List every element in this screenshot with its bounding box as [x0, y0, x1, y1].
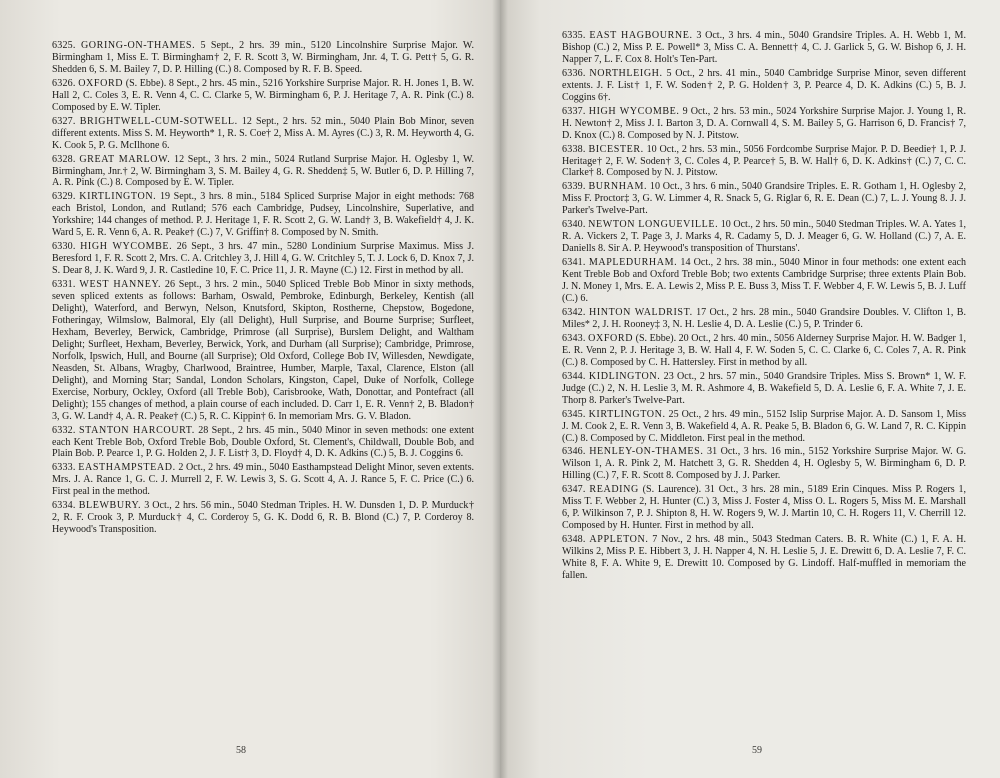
peal-place: NORTHLEIGH.: [589, 67, 663, 79]
peal-entry: [52, 40, 474, 76]
peal-entry: [52, 191, 474, 239]
entry-list: [52, 40, 474, 536]
peal-entry: [562, 534, 966, 582]
peal-entry: [562, 307, 966, 331]
peal-place: APPLETON.: [589, 534, 649, 546]
peal-place: READING: [589, 484, 639, 496]
peal-entry: [562, 484, 966, 532]
peal-details: 14 Oct., 2 hrs. 38 min., 5040 Minor in four methods: one extent each Kent Treble Bob and Oxford Treble Bob; two extents Cambridge Surprise; three extents Plain Bob. J. N. Money 1, Mrs. E. A. Lewis 2, Miss P. E. Buss 3, Miss T. F. Webber 4, F. W. Lewis 5, B. J. Luff (C.) 6.: [562, 257, 967, 305]
peal-details: 9 Oct., 2 hrs. 53 min., 5024 Yorkshire Surprise Major. J. Young 1, R. H. Newton† 2, Miss J. I. Barton 3, D. A. Cornwall 4, S. M. Bailey 5, G. Harrison 6, D. Francis† 7, D. Knox (C.) 8. Composed by N. J. Pitstow.: [562, 105, 966, 141]
peal-place: GORING-ON-THAMES.: [80, 40, 196, 51]
peal-number: 6333.: [52, 462, 76, 474]
peal-place: BICESTER.: [588, 143, 644, 155]
peal-details: 3 Oct., 2 hrs. 56 min., 5040 Stedman Triples. H. W. Dunsden 1, D. P. Murduck† 2, R. F. Crook 3, P. Murduck† 4, C. Corderoy 5, G. K. Dodd 6, R. B. Blond (C.) 7, P. Corderoy 8. Heywood's Transposition.: [52, 500, 475, 536]
peal-details: 7 Nov., 2 hrs. 48 min., 5043 Stedman Caters. B. R. White (C.) 1, F. A. H. Wilkins 2, Miss P. E. Hibbert 3, J. H. Napper 4, N. H. Leslie 5, J. E. Drewitt 6, D. A. Leslie 7, F. C. White 8, F. A. White 9, E. Drewitt 10. Composed by G. Lindoff. Half-muffled in memoriam the fallen.: [562, 534, 966, 581]
peal-entry: [562, 257, 966, 305]
peal-number: 6330.: [52, 241, 76, 253]
peal-place: NEWTON LONGUEVILLE.: [588, 219, 719, 231]
peal-place: HIGH WYCOMBE.: [588, 105, 680, 117]
peal-number: 6338.: [562, 143, 586, 155]
peal-number: 6332.: [52, 424, 76, 436]
peal-number: 6348.: [562, 534, 586, 546]
peal-number: 6344.: [562, 370, 586, 382]
peal-place: MAPLEDURHAM.: [588, 257, 678, 269]
peal-place: EASTHAMPSTEAD.: [78, 462, 176, 474]
peal-details: 10 Oct., 2 hrs. 53 min., 5056 Fordcombe Surprise Major. P. D. Beedie† 1, P. J. Heritage† 2, F. W. Soden† 3, C. Coles 4, P. Pearce† 5, B. W. Hall† 6, D. K. Adkins† (C.) 7, C. C. Clarke† 8. Composed by N. J. Pitstow.: [562, 143, 967, 179]
peal-place: STANTON HARCOURT.: [78, 424, 195, 436]
peal-number: 6341.: [562, 257, 586, 269]
peal-place: OXFORD: [588, 332, 634, 344]
peal-entry: [562, 30, 966, 66]
peal-place: HENLEY-ON-THAMES.: [589, 446, 704, 458]
peal-details: 2 Oct., 2 hrs. 49 min., 5040 Easthampstead Delight Minor, seven extents. Mrs. J. A. Rance 1, G. C. J. Murrell 2, F. W. Lewis 3, S. G. Scott 4, A. J. Rance 5, F. C. Price (C.) 6. First peal in the method.: [52, 462, 474, 498]
peal-entry: [562, 219, 966, 255]
peal-details: (S. Ebbe). 20 Oct., 2 hrs. 40 min., 5056 Alderney Surprise Major. H. W. Badger 1, E. R. Venn 2, P. J. Heritage 3, B. W. Hall 4, F. W. Soden 5, C. C. Clarke 6, C. Coles 7, A. R. Pink (C.) 8. Composed by C. H. Hattersley. First in method by all.: [562, 332, 966, 368]
peal-entry: [52, 154, 474, 190]
peal-number: 6347.: [562, 484, 586, 496]
peal-entry: [52, 462, 474, 498]
peal-details: 26 Sept., 3 hrs. 47 min., 5280 Londinium Surprise Maximus. Miss J. Beresford 1, F. R. Scott 2, Mrs. C. A. Critchley 3, J. Hill 4, G. W. Critchley 5, T. J. Lock 6, D. Knox 7, J. S. Dear 8, J. K. Ward 9, J. R. Castledine 10, F. C. Price 11, J. R. Mayne (C.) 12. First in method by all.: [52, 241, 474, 277]
peal-details: 19 Sept., 3 hrs. 8 min., 5184 Spliced Surprise Major in eight methods: 768 each Bristol, London, and Rutland; 576 each Cambridge, Pudsey, Lincolnshire, Superlative, and Yorkshire; 144 changes of method. P. J. Heritage 1, F. R. Scott 2, G. W. Land† 3, B. Wakefield† 4, J. K. Ward 5, E. R. Venn 6, A. R. Peake† (C.) 7, V. Griffin† 8. Composed by N. Smith.: [52, 191, 475, 239]
peal-details: 17 Oct., 2 hrs. 28 min., 5040 Grandsire Doubles. V. Clifton 1, B. Miles* 2, J. H. Rooney‡ 3, N. H. Leslie 4, D. A. Leslie (C.) 5, P. Trinder 6.: [562, 306, 966, 330]
peal-details: 28 Sept., 2 hrs. 45 min., 5040 Minor in seven methods: one extent each Kent Treble Bob, Oxford Treble Bob, Double Oxford, St. Clement's, Childwall, Double Bob, and Plain Bob. P. Pearce 1, P. G. Holden 2, J. F. List† 3, D. Floyd† 4, D. K. Adkins (C.) 5, B. J. Coggins 6.: [52, 424, 474, 460]
peal-entry: [52, 78, 474, 114]
peal-entry: [52, 241, 474, 277]
peal-entry: [52, 500, 474, 536]
peal-place: OXFORD: [78, 77, 124, 89]
right-page: [500, 0, 1000, 778]
peal-details: 10 Oct., 2 hrs. 50 min., 5040 Stedman Triples. W. A. Yates 1, R. A. Vickers 2, T. Page 3, J. Marks 4, R. Cadamy 5, D. J. Meager 6, G. W. Holland (C.) 7, A. E. Daniells 8. Sir A. P. Heywood's transposition of Thurstans'.: [562, 219, 966, 255]
peal-details: 10 Oct., 3 hrs. 6 min., 5040 Grandsire Triples. E. R. Gotham 1, H. Oglesby 2, Miss F. Proctor‡ 3, G. W. Limmer 4, R. Snack 5, G. Riglar 6, R. E. Dean (C.) 7, L. J. Young 8. J. J. Parker's Twelve-Part.: [562, 181, 967, 217]
peal-details: 31 Oct., 3 hrs. 16 min., 5152 Yorkshire Surprise Major. W. G. Wilson 1, A. R. Pink 2, M. Hatchett 3, G. R. Shedden 4, H. Oglesby 5, W. Birmingham 6, D. P. Hilling (C.) 7, F. R. Scott 8. Composed by J. J. Parker.: [562, 446, 966, 482]
peal-place: BRIGHTWELL-CUM-SOTWELL.: [79, 115, 238, 127]
peal-number: 6339.: [562, 181, 586, 193]
peal-number: 6345.: [562, 408, 586, 420]
peal-number: 6326.: [52, 77, 76, 89]
peal-entry: [562, 144, 966, 180]
peal-place: KIDLINGTON.: [588, 370, 661, 382]
peal-details: (S. Ebbe). 8 Sept., 2 hrs. 45 min., 5216 Yorkshire Surprise Major. R. H. Jones 1, B. W. Hall 2, C. Coles 3, E. R. Venn 4, C. C. Clarke 5, W. Birmingham 6, P. J. Heritage 7, A. R. Pink (C.) 8. Composed by E. W. Tipler.: [52, 77, 474, 113]
page-number: 59: [752, 745, 762, 756]
book-gutter-shadow: [492, 0, 508, 778]
peal-entry: [52, 116, 474, 152]
peal-number: 6325.: [52, 40, 76, 51]
peal-place: KIRTLINGTON.: [588, 408, 666, 420]
peal-entry: [562, 106, 966, 142]
peal-entry: [562, 371, 966, 407]
peal-details: 12 Sept., 2 hrs. 52 min., 5040 Plain Bob Minor, seven different extents. Miss S. M. Heyworth* 1, R. S. Coe† 2, Miss A. M. Ayres (C.) 3, R. M. Heyworth 4, G. K. Cook 5, P. G. McIlhone 6.: [52, 115, 474, 151]
peal-entry: [562, 181, 966, 217]
peal-place: KIRTLINGTON.: [79, 191, 157, 203]
peal-number: 6346.: [562, 446, 586, 458]
peal-place: BURNHAM.: [588, 181, 648, 193]
peal-number: 6337.: [562, 105, 586, 117]
peal-number: 6336.: [562, 67, 586, 79]
peal-details: 5 Sept., 2 hrs. 39 min., 5120 Lincolnshire Surprise Major. W. Birmingham 1, Miss E. T. Birmingham† 2, F. R. Scott 3, W. Birmingham, Jnr. 4, T. G. Pett† 5, G. R. Shedden 6, S. M. Bailey 7, D. P. Hilling (C.) 8. Composed by R. F. B. Speed.: [52, 40, 474, 75]
peal-entry: [52, 425, 474, 461]
peal-entry: [562, 409, 966, 445]
peal-entry: [562, 446, 966, 482]
peal-place: HIGH WYCOMBE.: [80, 241, 173, 253]
peal-number: 6334.: [52, 500, 76, 512]
peal-details: 12 Sept., 3 hrs. 2 min., 5024 Rutland Surprise Major. H. Oglesby 1, W. Birmingham, Jnr.† 2, W. Birmingham 3, S. M. Bailey 4, G. R. Shedden‡ 5, W. Butler 6, D. P. Hilling 7, A. R. Pink (C.) 8. Composed by E. W. Tipler.: [52, 153, 475, 189]
peal-number: 6340.: [562, 219, 586, 231]
peal-number: 6343.: [562, 332, 586, 344]
peal-place: BLEWBURY.: [78, 500, 142, 512]
peal-number: 6335.: [562, 30, 586, 41]
peal-details: 3 Oct., 3 hrs. 4 min., 5040 Grandsire Triples. A. H. Webb 1, M. Bishop (C.) 2, Miss P. E. Powell* 3, Miss C. A. Bennett† 4, C. J. Garlick 5, G. W. Bishop 6, J. H. Napper 7, L. F. Cox 8. Holt's Ten-Part.: [562, 30, 966, 65]
peal-entry: [562, 68, 966, 104]
peal-place: WEST HANNEY.: [79, 279, 162, 291]
peal-place: EAST HAGBOURNE.: [589, 30, 693, 41]
peal-number: 6331.: [52, 279, 76, 291]
peal-details: (S. Laurence). 31 Oct., 3 hrs. 28 min., 5189 Erin Cinques. Miss P. Rogers 1, Miss T. F. Webber 2, H. Hunter (C.) 3, Miss J. Foster 4, Miss O. L. Rogers 5, Miss M. E. Marshall 6, P. Wilkinson 7, P. J. Shipton 8, H. W. Rogers 9, W. J. Martin 10, C. H. Rogers 11, V. Cherrill 12. Composed by H. Hunter. First in method by all.: [562, 484, 966, 532]
peal-details: 26 Sept., 3 hrs. 2 min., 5040 Spliced Treble Bob Minor in sixty methods, seven spliced extents as follows: Barham, Oswald, Pembroke, Edinburgh, Berkeley, Kentish (all Delight), Waterford, and Berwyn, Nelson, Knutsford, Skipton, Rostherne, Chepstow, Bogedone, Fotheringay, Wilmslow, Balmoral, Ely (all Delight), Hull Surprise, and Bourne Surprise; Surfleet, Hexham, Beverley, Berwick, Cambridge, Primrose (all Surprise), Burslem Delight, and Waltham Delight; Surfleet, Hexham, Beverley, Berwick, York, and Durham (all Surprise); Cambridge, Primrose, Norfolk, Ipswich, Hull, and Bourne (all Surprise); Old Oxford, College Bob IV, Willesden, Newdigate, Neasden, St. Albans, Wragby, Charlwood, Braintree, Humber, Marple, Taxal, Clarence, Elston (all Delight), and Morning Star; Sandal, London Scholars, Kingston, Capel, Duke of Norfolk, College Exercise, Norbury, Ockley, Oxford (all Treble Bob), Carisbrooke, Wath, Donottar, and Pontefract (all Delight); 155 changes of method, a plain course of each included. D. Carr 1, E. R. Venn† 2, B. Bladon† 3, G. W. Land† 4, A. R. Peake† (C.) 5, R. C. Kippin† 6. In memoriam Mrs. G. V. Bladon.: [52, 279, 474, 422]
peal-number: 6342.: [562, 306, 586, 318]
entry-list: [562, 30, 966, 582]
peal-details: 23 Oct., 2 hrs. 57 min., 5040 Grandsire Triples. Miss S. Brown* 1, W. F. Judge (C.) 2, N. H. Leslie 3, M. R. Ashmore 4, B. Wakefield 5, D. A. Leslie 6, F. A. White 7, J. E. Thorp 8. Parker's Twelve-Part.: [562, 370, 966, 406]
peal-number: 6327.: [52, 115, 76, 127]
peal-number: 6329.: [52, 191, 76, 203]
peal-entry: [52, 279, 474, 422]
peal-details: 25 Oct., 2 hrs. 49 min., 5152 Islip Surprise Major. A. D. Sansom 1, Miss J. M. Cook 2, E. R. Venn 3, B. Wakefield 4, A. R. Peake 5, B. Bladon 6, G. W. Land 7, R. C. Kippin (C.) 8. Composed by C. Middleton. First peal in the method.: [562, 408, 966, 444]
peal-place: GREAT MARLOW.: [79, 153, 171, 165]
peal-entry: [562, 333, 966, 369]
page-number: 58: [236, 745, 246, 756]
peal-details: 5 Oct., 2 hrs. 41 min., 5040 Cambridge Surprise Minor, seven different extents. J. F. List† 1, F. W. Soden† 2, P. G. Holden† 3, P. Pearce 4, D. K. Adkins (C.) 5, B. J. Coggins 6†.: [562, 67, 966, 103]
peal-place: HINTON WALDRIST.: [589, 306, 693, 318]
peal-number: 6328.: [52, 153, 76, 165]
